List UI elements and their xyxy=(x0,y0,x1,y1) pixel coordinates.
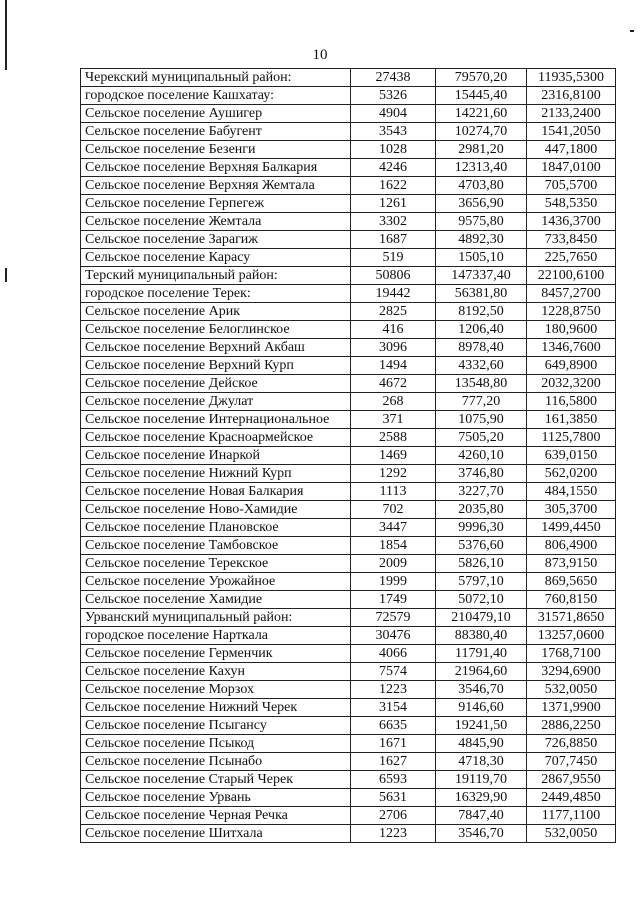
population-cell: 1028 xyxy=(351,141,436,159)
table-row xyxy=(81,447,616,465)
amount-cell: 3546,70 xyxy=(436,681,527,699)
amount-cell: 12313,40 xyxy=(436,159,527,177)
share-cell: 1499,4450 xyxy=(527,519,616,537)
amount-cell: 1206,40 xyxy=(436,321,527,339)
amount-cell: 4332,60 xyxy=(436,357,527,375)
population-cell: 5326 xyxy=(351,87,436,105)
municipality-name-cell: Сельское поселение Инаркой xyxy=(81,447,351,465)
amount-cell: 4718,30 xyxy=(436,753,527,771)
share-cell: 1371,9900 xyxy=(527,699,616,717)
municipality-name-cell: городское поселение Нарткала xyxy=(81,627,351,645)
population-cell: 519 xyxy=(351,249,436,267)
share-cell: 1541,2050 xyxy=(527,123,616,141)
population-cell: 5631 xyxy=(351,789,436,807)
table-row xyxy=(81,105,616,123)
municipality-name-cell: Сельское поселение Псынабо xyxy=(81,753,351,771)
municipality-name-cell: Сельское поселение Верхний Акбаш xyxy=(81,339,351,357)
municipality-name-cell: Сельское поселение Новая Балкария xyxy=(81,483,351,501)
share-cell: 2449,4850 xyxy=(527,789,616,807)
table-row xyxy=(81,357,616,375)
table-row xyxy=(81,177,616,195)
population-cell: 1261 xyxy=(351,195,436,213)
share-cell: 562,0200 xyxy=(527,465,616,483)
amount-cell: 19241,50 xyxy=(436,717,527,735)
municipality-name-cell: Сельское поселение Морзох xyxy=(81,681,351,699)
share-cell: 639,0150 xyxy=(527,447,616,465)
share-cell: 484,1550 xyxy=(527,483,616,501)
share-cell: 726,8850 xyxy=(527,735,616,753)
table-row xyxy=(81,69,616,87)
table-row xyxy=(81,735,616,753)
share-cell: 116,5800 xyxy=(527,393,616,411)
share-cell: 305,3700 xyxy=(527,501,616,519)
page-number: 10 xyxy=(312,47,328,63)
amount-cell: 5376,60 xyxy=(436,537,527,555)
share-cell: 873,9150 xyxy=(527,555,616,573)
table-row xyxy=(81,303,616,321)
municipality-name-cell: Сельское поселение Белоглинское xyxy=(81,321,351,339)
municipality-name-cell: Сельское поселение Псыгансу xyxy=(81,717,351,735)
municipality-name-cell: Сельское поселение Верхняя Жемтала xyxy=(81,177,351,195)
population-cell: 1854 xyxy=(351,537,436,555)
share-cell: 705,5700 xyxy=(527,177,616,195)
population-cell: 416 xyxy=(351,321,436,339)
population-cell: 1494 xyxy=(351,357,436,375)
municipality-name-cell: Сельское поселение Безенги xyxy=(81,141,351,159)
share-cell: 1346,7600 xyxy=(527,339,616,357)
table-row xyxy=(81,123,616,141)
table-row xyxy=(81,717,616,735)
table-row xyxy=(81,753,616,771)
table-row xyxy=(81,411,616,429)
population-cell: 702 xyxy=(351,501,436,519)
population-cell: 50806 xyxy=(351,267,436,285)
share-cell: 532,0050 xyxy=(527,825,616,843)
municipality-name-cell: Сельское поселение Зарагиж xyxy=(81,231,351,249)
share-cell: 22100,6100 xyxy=(527,267,616,285)
table-row xyxy=(81,807,616,825)
population-cell: 371 xyxy=(351,411,436,429)
amount-cell: 79570,20 xyxy=(436,69,527,87)
population-cell: 2009 xyxy=(351,555,436,573)
population-cell: 30476 xyxy=(351,627,436,645)
population-cell: 72579 xyxy=(351,609,436,627)
population-cell: 1223 xyxy=(351,825,436,843)
share-cell: 733,8450 xyxy=(527,231,616,249)
amount-cell: 3746,80 xyxy=(436,465,527,483)
amount-cell: 15445,40 xyxy=(436,87,527,105)
amount-cell: 13548,80 xyxy=(436,375,527,393)
scan-margin-mark xyxy=(5,268,7,282)
municipality-name-cell: городское поселение Кашхатау: xyxy=(81,87,351,105)
population-cell: 2825 xyxy=(351,303,436,321)
amount-cell: 21964,60 xyxy=(436,663,527,681)
table-row xyxy=(81,645,616,663)
amount-cell: 9146,60 xyxy=(436,699,527,717)
municipality-name-cell: Сельское поселение Герпегеж xyxy=(81,195,351,213)
share-cell: 869,5650 xyxy=(527,573,616,591)
table-row xyxy=(81,339,616,357)
amount-cell: 3227,70 xyxy=(436,483,527,501)
municipality-name-cell: Урванский муниципальный район: xyxy=(81,609,351,627)
population-cell: 6635 xyxy=(351,717,436,735)
population-cell: 3447 xyxy=(351,519,436,537)
municipality-name-cell: Терский муниципальный район: xyxy=(81,267,351,285)
municipality-name-cell: Сельское поселение Герменчик xyxy=(81,645,351,663)
amount-cell: 88380,40 xyxy=(436,627,527,645)
table-row xyxy=(81,285,616,303)
table-row xyxy=(81,591,616,609)
allocation-table-container xyxy=(80,68,616,843)
share-cell: 31571,8650 xyxy=(527,609,616,627)
municipality-name-cell: Сельское поселение Старый Черек xyxy=(81,771,351,789)
population-cell: 4672 xyxy=(351,375,436,393)
municipality-name-cell: Сельское поселение Интернациональное xyxy=(81,411,351,429)
table-row xyxy=(81,213,616,231)
amount-cell: 10274,70 xyxy=(436,123,527,141)
share-cell: 2032,3200 xyxy=(527,375,616,393)
population-cell: 3096 xyxy=(351,339,436,357)
population-cell: 2706 xyxy=(351,807,436,825)
amount-cell: 9575,80 xyxy=(436,213,527,231)
table-row xyxy=(81,483,616,501)
amount-cell: 4703,80 xyxy=(436,177,527,195)
population-cell: 1292 xyxy=(351,465,436,483)
table-row xyxy=(81,699,616,717)
table-row xyxy=(81,141,616,159)
municipality-name-cell: Сельское поселение Жемтала xyxy=(81,213,351,231)
amount-cell: 3546,70 xyxy=(436,825,527,843)
table-row xyxy=(81,249,616,267)
scan-margin-mark xyxy=(630,30,634,32)
municipality-name-cell: Сельское поселение Терекское xyxy=(81,555,351,573)
table-row xyxy=(81,663,616,681)
share-cell: 649,8900 xyxy=(527,357,616,375)
population-cell: 1627 xyxy=(351,753,436,771)
municipality-name-cell: Сельское поселение Шитхала xyxy=(81,825,351,843)
amount-cell: 5826,10 xyxy=(436,555,527,573)
table-row xyxy=(81,195,616,213)
amount-cell: 19119,70 xyxy=(436,771,527,789)
municipality-name-cell: Сельское поселение Бабугент xyxy=(81,123,351,141)
population-cell: 19442 xyxy=(351,285,436,303)
municipality-name-cell: Сельское поселение Джулат xyxy=(81,393,351,411)
amount-cell: 7847,40 xyxy=(436,807,527,825)
share-cell: 447,1800 xyxy=(527,141,616,159)
population-cell: 1687 xyxy=(351,231,436,249)
municipality-name-cell: Сельское поселение Ново-Хамидие xyxy=(81,501,351,519)
municipality-name-cell: Сельское поселение Плановское xyxy=(81,519,351,537)
amount-cell: 1505,10 xyxy=(436,249,527,267)
population-cell: 7574 xyxy=(351,663,436,681)
share-cell: 2133,2400 xyxy=(527,105,616,123)
amount-cell: 7505,20 xyxy=(436,429,527,447)
population-cell: 1749 xyxy=(351,591,436,609)
share-cell: 1436,3700 xyxy=(527,213,616,231)
population-cell: 6593 xyxy=(351,771,436,789)
share-cell: 8457,2700 xyxy=(527,285,616,303)
population-cell: 27438 xyxy=(351,69,436,87)
share-cell: 548,5350 xyxy=(527,195,616,213)
municipality-name-cell: Сельское поселение Арик xyxy=(81,303,351,321)
amount-cell: 4845,90 xyxy=(436,735,527,753)
table-row xyxy=(81,555,616,573)
population-cell: 1999 xyxy=(351,573,436,591)
municipality-name-cell: Сельское поселение Хамидие xyxy=(81,591,351,609)
municipality-name-cell: Сельское поселение Тамбовское xyxy=(81,537,351,555)
amount-cell: 777,20 xyxy=(436,393,527,411)
amount-cell: 14221,60 xyxy=(436,105,527,123)
table-row xyxy=(81,825,616,843)
table-row xyxy=(81,519,616,537)
municipality-name-cell: Сельское поселение Урожайное xyxy=(81,573,351,591)
table-row xyxy=(81,267,616,285)
share-cell: 760,8150 xyxy=(527,591,616,609)
share-cell: 1768,7100 xyxy=(527,645,616,663)
population-cell: 3302 xyxy=(351,213,436,231)
allocation-table xyxy=(80,68,616,843)
share-cell: 707,7450 xyxy=(527,753,616,771)
population-cell: 1671 xyxy=(351,735,436,753)
municipality-name-cell: Сельское поселение Урвань xyxy=(81,789,351,807)
amount-cell: 11791,40 xyxy=(436,645,527,663)
municipality-name-cell: Сельское поселение Верхний Курп xyxy=(81,357,351,375)
amount-cell: 3656,90 xyxy=(436,195,527,213)
scan-margin-mark xyxy=(5,0,7,70)
amount-cell: 2981,20 xyxy=(436,141,527,159)
amount-cell: 1075,90 xyxy=(436,411,527,429)
population-cell: 4246 xyxy=(351,159,436,177)
table-row xyxy=(81,771,616,789)
table-row xyxy=(81,159,616,177)
municipality-name-cell: Сельское поселение Верхняя Балкария xyxy=(81,159,351,177)
table-row xyxy=(81,609,616,627)
share-cell: 1847,0100 xyxy=(527,159,616,177)
population-cell: 1113 xyxy=(351,483,436,501)
table-row xyxy=(81,465,616,483)
amount-cell: 56381,80 xyxy=(436,285,527,303)
share-cell: 11935,5300 xyxy=(527,69,616,87)
municipality-name-cell: Сельское поселение Аушигер xyxy=(81,105,351,123)
municipality-name-cell: городское поселение Терек: xyxy=(81,285,351,303)
amount-cell: 4892,30 xyxy=(436,231,527,249)
population-cell: 268 xyxy=(351,393,436,411)
share-cell: 2867,9550 xyxy=(527,771,616,789)
municipality-name-cell: Сельское поселение Черная Речка xyxy=(81,807,351,825)
amount-cell: 9996,30 xyxy=(436,519,527,537)
table-row xyxy=(81,789,616,807)
share-cell: 13257,0600 xyxy=(527,627,616,645)
municipality-name-cell: Сельское поселение Карасу xyxy=(81,249,351,267)
municipality-name-cell: Сельское поселение Кахун xyxy=(81,663,351,681)
population-cell: 2588 xyxy=(351,429,436,447)
municipality-name-cell: Сельское поселение Дейское xyxy=(81,375,351,393)
municipality-name-cell: Сельское поселение Нижний Курп xyxy=(81,465,351,483)
table-row xyxy=(81,321,616,339)
population-cell: 4904 xyxy=(351,105,436,123)
table-row xyxy=(81,429,616,447)
amount-cell: 8192,50 xyxy=(436,303,527,321)
amount-cell: 5072,10 xyxy=(436,591,527,609)
amount-cell: 5797,10 xyxy=(436,573,527,591)
share-cell: 3294,6900 xyxy=(527,663,616,681)
municipality-name-cell: Черекский муниципальный район: xyxy=(81,69,351,87)
share-cell: 806,4900 xyxy=(527,537,616,555)
municipality-name-cell: Сельское поселение Нижний Черек xyxy=(81,699,351,717)
table-body xyxy=(81,69,616,843)
amount-cell: 8978,40 xyxy=(436,339,527,357)
amount-cell: 2035,80 xyxy=(436,501,527,519)
table-row xyxy=(81,375,616,393)
share-cell: 2316,8100 xyxy=(527,87,616,105)
share-cell: 161,3850 xyxy=(527,411,616,429)
table-row xyxy=(81,537,616,555)
share-cell: 532,0050 xyxy=(527,681,616,699)
share-cell: 1177,1100 xyxy=(527,807,616,825)
table-row xyxy=(81,87,616,105)
population-cell: 1622 xyxy=(351,177,436,195)
table-row xyxy=(81,393,616,411)
population-cell: 3543 xyxy=(351,123,436,141)
share-cell: 2886,2250 xyxy=(527,717,616,735)
population-cell: 3154 xyxy=(351,699,436,717)
table-row xyxy=(81,627,616,645)
table-row xyxy=(81,501,616,519)
amount-cell: 16329,90 xyxy=(436,789,527,807)
table-row xyxy=(81,231,616,249)
share-cell: 225,7650 xyxy=(527,249,616,267)
share-cell: 1228,8750 xyxy=(527,303,616,321)
table-row xyxy=(81,681,616,699)
population-cell: 1469 xyxy=(351,447,436,465)
population-cell: 4066 xyxy=(351,645,436,663)
amount-cell: 210479,10 xyxy=(436,609,527,627)
amount-cell: 147337,40 xyxy=(436,267,527,285)
municipality-name-cell: Сельское поселение Красноармейское xyxy=(81,429,351,447)
share-cell: 180,9600 xyxy=(527,321,616,339)
table-row xyxy=(81,573,616,591)
municipality-name-cell: Сельское поселение Псыкод xyxy=(81,735,351,753)
share-cell: 1125,7800 xyxy=(527,429,616,447)
amount-cell: 4260,10 xyxy=(436,447,527,465)
population-cell: 1223 xyxy=(351,681,436,699)
